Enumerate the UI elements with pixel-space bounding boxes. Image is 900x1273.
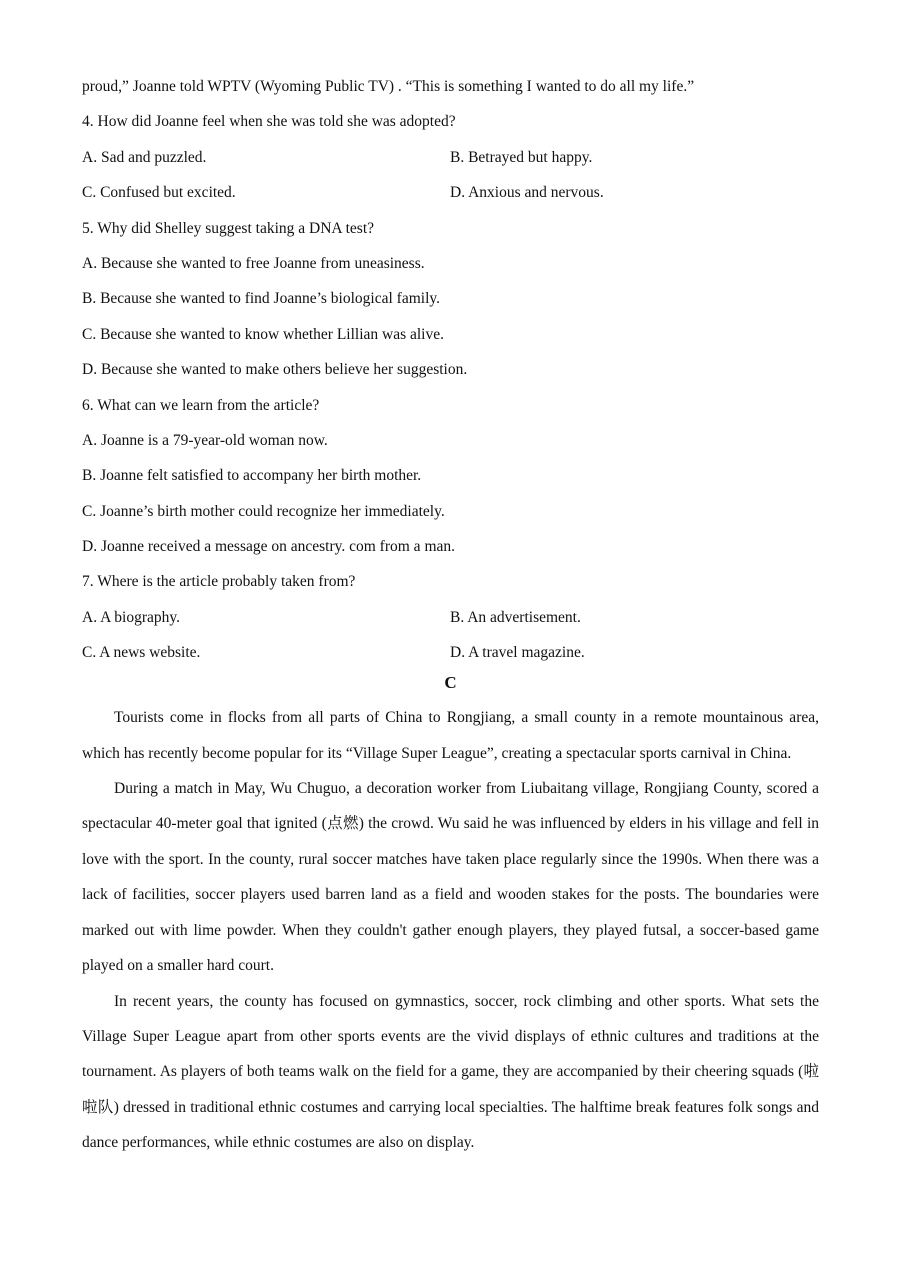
option-c: C. Confused but excited.: [82, 184, 236, 202]
reading-passage: [82, 700, 819, 1160]
question-4: [82, 109, 819, 215]
option-d: D. Joanne received a message on ancestry. com from a man.: [82, 538, 455, 556]
option-b: B. Because she wanted to find Joanne’s biological family.: [82, 290, 440, 308]
previous-passage-tail: proud,” Joanne told WPTV (Wyoming Public TV) . “This is something I wanted to do all my life.”: [82, 78, 695, 95]
option-b: B. An advertisement.: [450, 608, 581, 626]
option-c: C. Because she wanted to know whether Lillian was alive.: [82, 325, 444, 343]
document-page: [82, 74, 819, 1161]
question-stem: 5. Why did Shelley suggest taking a DNA test?: [82, 219, 375, 237]
option-row: [82, 640, 819, 670]
question-6: [82, 393, 819, 570]
option-row: [82, 180, 819, 215]
option-d: D. Anxious and nervous.: [450, 184, 604, 202]
passage-paragraph: In recent years, the county has focused on gymnastics, soccer, rock climbing and other sports. What sets the Village Super League apart from other sports events are the vivid displays of ethnic cultures and traditions at the tournament. As players of both teams walk on the field for a game, they are accompanied by their cheering squads (啦啦队) dressed in traditional ethnic costumes and carrying local specialties. The halftime break features folk songs and dance performances, while ethnic costumes are also on display.: [82, 992, 819, 1152]
question-stem: 6. What can we learn from the article?: [82, 396, 320, 414]
passage-paragraph: During a match in May, Wu Chuguo, a decoration worker from Liubaitang village, Rongjiang County, scored a spectacular 40-meter goal that ignited (点燃) the crowd. Wu said he was influenced by elders in his village and fell in love with the sport. In the county, rural soccer matches have taken place regularly since the 1990s. When there was a lack of facilities, soccer players used barren land as a field and wooden stakes for the posts. The boundaries were marked out with lime powder. When they couldn't gather enough players, they played futsal, a soccer-based game played on a smaller hard court.: [82, 780, 819, 975]
option-b: B. Betrayed but happy.: [450, 148, 593, 166]
question-stem: 7. Where is the article probably taken from?: [82, 573, 356, 591]
question-7: [82, 569, 819, 670]
option-a: A. Joanne is a 79-year-old woman now.: [82, 431, 328, 449]
option-c: C. Joanne’s birth mother could recognize her immediately.: [82, 502, 445, 520]
option-a: A. Sad and puzzled.: [82, 148, 207, 166]
option-d: D. Because she wanted to make others believe her suggestion.: [82, 361, 468, 379]
question-stem: 4. How did Joanne feel when she was told she was adopted?: [82, 113, 456, 131]
section-heading: C: [444, 673, 457, 693]
option-a: A. Because she wanted to free Joanne from uneasiness.: [82, 254, 425, 272]
option-d: D. A travel magazine.: [450, 644, 585, 662]
option-a: A. A biography.: [82, 608, 181, 626]
passage-paragraph: Tourists come in flocks from all parts of China to Rongjiang, a small county in a remote mountainous area, which has recently become popular for its “Village Super League”, creating a spectacular sports carnival in China.: [82, 709, 819, 762]
option-b: B. Joanne felt satisfied to accompany her birth mother.: [82, 467, 422, 485]
option-c: C. A news website.: [82, 644, 201, 662]
question-5: [82, 216, 819, 393]
option-row: [82, 605, 819, 640]
option-row: [82, 145, 819, 180]
